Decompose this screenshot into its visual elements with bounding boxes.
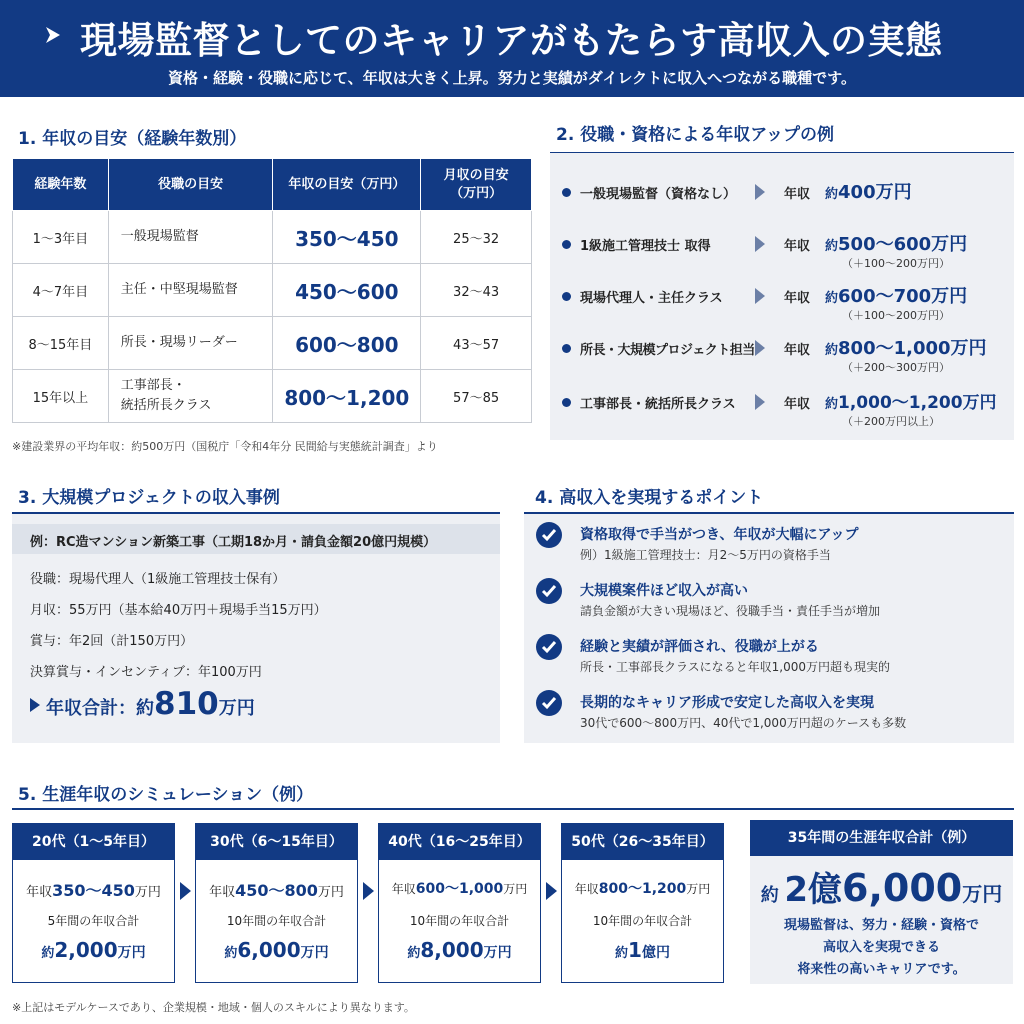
income-value: 約1,000〜1,200万円 (825, 393, 997, 413)
card-sum-label: 5年間の年収合計 (47, 914, 140, 928)
header-years: 経験年数 (13, 159, 109, 211)
detail-monthly: 月収：55万円（基本給40万円＋現場手当15万円） (30, 603, 327, 618)
card-age-header: 20代（1〜5年目） (13, 824, 174, 860)
point-description: 請負金額が大きい現場ほど、役職手当・責任手当が増加 (580, 604, 881, 618)
point-heading: 資格取得で手当がつき、年収が大幅にアップ (580, 527, 859, 543)
income-value: 約500〜600万円 (825, 234, 968, 255)
card-sum-label: 10年間の年収合計 (592, 914, 693, 928)
cell-years: 8〜15年目 (13, 317, 109, 370)
key-points-panel (524, 514, 1014, 743)
lifetime-total-card (750, 820, 1013, 984)
income-prefix: 年収 (784, 343, 811, 358)
card-sum-value: 約6,000万円 (224, 938, 329, 962)
header-monthly: 月収の目安 （万円） (421, 159, 532, 211)
card-age-header: 50代（26〜35年目） (562, 824, 723, 860)
arrow-right-icon (755, 184, 765, 200)
income-prefix: 年収 (784, 291, 811, 306)
card-annual-income: 年収350〜450万円 (26, 881, 161, 900)
bullet-dot-icon (562, 344, 571, 353)
cell-role: 工事部長・ 統括所長クラス (108, 370, 273, 423)
position-label: 工事部長・統括所長クラス (580, 397, 736, 412)
position-label: 一般現場監督（資格なし） (580, 187, 737, 202)
table-row (13, 211, 532, 264)
point-description: 所長・工事部長クラスになると年収1,000万円超も現実的 (580, 660, 890, 674)
cell-monthly: 43〜57 (421, 317, 532, 370)
card-annual-income: 年収800〜1,200万円 (574, 881, 711, 897)
section2-title: 2. 役職・資格による年収アップの例 (556, 125, 835, 145)
card-sum-label: 10年間の年収合計 (409, 914, 510, 928)
annual-total: 年収合計：約810万円 (30, 686, 255, 722)
cell-annual: 600〜800 (273, 317, 421, 370)
arrow-right-icon (755, 236, 765, 252)
section4-title: 4. 高収入を実現するポイント (535, 488, 764, 508)
card-sum-value: 約2,000万円 (41, 938, 146, 962)
page-header (0, 0, 1024, 97)
section3-title: 3. 大規模プロジェクトの収入事例 (18, 488, 280, 508)
point-heading: 長期的なキャリア形成で安定した高収入を実現 (580, 695, 874, 711)
arrow-right-icon (180, 882, 191, 900)
decade-card-20s (12, 823, 175, 983)
decade-card-50s (561, 823, 724, 983)
card-annual-income: 年収450〜800万円 (209, 881, 344, 900)
income-increase: （＋100〜200万円） (842, 257, 950, 270)
income-by-experience-table (12, 158, 532, 423)
card-annual-income: 年収600〜1,000万円 (391, 881, 528, 897)
bullet-dot-icon (562, 292, 571, 301)
position-label: 所長・大規模プロジェクト担当 (580, 343, 755, 358)
detail-role: 役職：現場代理人（1級施工管理技士保有） (30, 572, 286, 587)
section1-title: 1. 年収の目安（経験年数別） (18, 129, 247, 149)
table-row (13, 370, 532, 423)
lifetime-message-line: 将来性の高いキャリアです。 (797, 962, 966, 977)
lifetime-message-line: 現場監督は、努力・経験・資格で (783, 918, 979, 933)
check-circle-icon (536, 522, 562, 548)
chevron-logo-icon (46, 24, 60, 46)
point-heading: 大規模案件ほど収入が高い (580, 583, 748, 599)
cell-annual: 800〜1,200 (273, 370, 421, 423)
decade-card-40s (378, 823, 541, 983)
card-age-header: 40代（16〜25年目） (379, 824, 540, 860)
industry-average-note: ※建設業界の平均年収：約500万円（国税庁「令和4年分 民間給与実態統計調査」より (12, 440, 438, 453)
bullet-dot-icon (562, 188, 571, 197)
lifetime-total-value: 約 2億6,000万円 (760, 866, 1003, 910)
card-sum-value: 約8,000万円 (407, 938, 512, 962)
cell-years: 15年以上 (13, 370, 109, 423)
cell-role: 一般現場監督 (108, 211, 273, 264)
decade-card-30s (195, 823, 358, 983)
table-header-row (13, 159, 532, 211)
cell-years: 1〜3年目 (13, 211, 109, 264)
point-description: 30代で600〜800万円、40代で1,000万円超のケースも多数 (580, 716, 907, 730)
cell-role: 主任・中堅現場監督 (108, 264, 273, 317)
section5-title: 5. 生涯年収のシミュレーション（例） (18, 785, 314, 805)
income-increase: （＋200〜300万円） (842, 361, 950, 374)
position-label: 1級施工管理技士 取得 (580, 239, 711, 254)
cell-years: 4〜7年目 (13, 264, 109, 317)
income-prefix: 年収 (784, 397, 811, 412)
point-description: 例）1級施工管理技士：月2〜5万円の資格手当 (580, 548, 831, 562)
page-title: 現場監督としてのキャリアがもたらす高収入の実態 (80, 19, 943, 62)
promotion-income-panel (550, 153, 1014, 440)
table-row (13, 317, 532, 370)
lifetime-total-header: 35年間の生涯年収合計（例） (750, 820, 1013, 856)
header-annual: 年収の目安（万円） (273, 159, 421, 211)
arrow-right-icon (755, 288, 765, 304)
lifetime-message-line: 高収入を実現できる (822, 940, 940, 955)
card-sum-value: 約1億円 (615, 938, 670, 962)
bullet-dot-icon (562, 240, 571, 249)
income-increase: （＋100〜200万円） (842, 309, 950, 322)
cell-role: 所長・現場リーダー (108, 317, 273, 370)
model-case-note: ※上記はモデルケースであり、企業規模・地域・個人のスキルにより異なります。 (12, 1001, 415, 1014)
cell-monthly: 25〜32 (421, 211, 532, 264)
table-row (13, 264, 532, 317)
income-value: 約800〜1,000万円 (825, 338, 987, 359)
arrow-right-icon (546, 882, 557, 900)
cell-monthly: 57〜85 (421, 370, 532, 423)
example-description: 例：RC造マンション新築工事（工期18か月・請負金額20億円規模） (30, 535, 437, 550)
income-prefix: 年収 (784, 187, 811, 202)
income-value: 約600〜700万円 (825, 286, 968, 307)
card-age-header: 30代（6〜15年目） (196, 824, 357, 860)
arrow-right-icon (755, 340, 765, 356)
example-band (12, 524, 500, 554)
arrow-right-icon (363, 882, 374, 900)
detail-bonus: 賞与：年2回（計150万円） (30, 634, 194, 649)
income-increase: （＋200万円以上） (842, 415, 940, 428)
position-label: 現場代理人・主任クラス (580, 291, 723, 306)
income-prefix: 年収 (784, 239, 811, 254)
cell-annual: 450〜600 (273, 264, 421, 317)
cell-annual: 350〜450 (273, 211, 421, 264)
project-income-panel (12, 514, 500, 743)
section5-divider (12, 808, 1014, 810)
triangle-right-icon (30, 698, 40, 712)
bullet-dot-icon (562, 398, 571, 407)
arrow-right-icon (755, 394, 765, 410)
check-circle-icon (536, 690, 562, 716)
header-role: 役職の目安 (108, 159, 273, 211)
check-circle-icon (536, 578, 562, 604)
cell-monthly: 32〜43 (421, 264, 532, 317)
detail-incentive: 決算賞与・インセンティブ：年100万円 (30, 665, 262, 680)
card-sum-label: 10年間の年収合計 (226, 914, 327, 928)
income-value: 約400万円 (825, 182, 912, 203)
page-subtitle: 資格・経験・役職に応じて、年収は大きく上昇。努力と実績がダイレクトに収入へつながる職種です。 (168, 69, 856, 87)
point-heading: 経験と実績が評価され、役職が上がる (580, 639, 819, 655)
check-circle-icon (536, 634, 562, 660)
